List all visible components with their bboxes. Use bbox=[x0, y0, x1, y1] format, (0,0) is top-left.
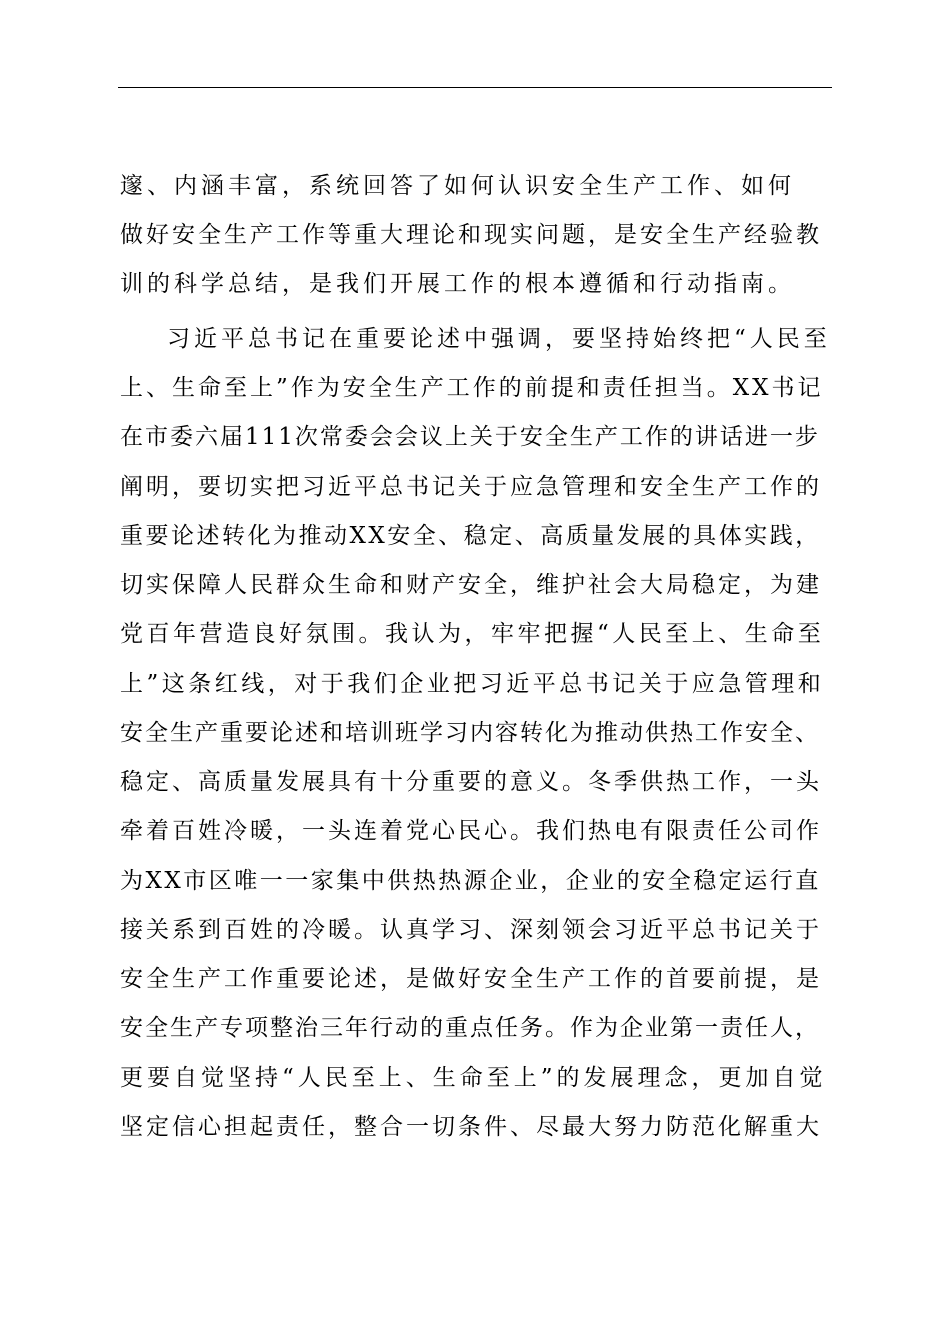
text-line: 训的科学总结，是我们开展工作的根本遵循和行动指南。 bbox=[120, 271, 795, 297]
text-line: 切实保障人民群众生命和财产安全，维护社会大局稳定，为建 bbox=[120, 572, 822, 598]
text-line: 更要自觉坚持“人民至上、生命至上”的发展理念，更加自觉 bbox=[120, 1065, 827, 1091]
text-line: 重要论述转化为推动XX安全、稳定、高质量发展的具体实践， bbox=[120, 523, 821, 549]
text-line: 上、生命至上”作为安全生产工作的前提和责任担当。XX书记 bbox=[120, 375, 824, 401]
text-line: 安全生产工作重要论述，是做好安全生产工作的首要前提，是 bbox=[120, 966, 822, 992]
text-line: 安全生产重要论述和培训班学习内容转化为推动供热工作安全、 bbox=[120, 720, 820, 746]
text-line: 坚定信心担起责任，整合一切条件、尽最大努力防范化解重大 bbox=[120, 1114, 822, 1140]
text-line: 做好安全生产工作等重大理论和现实问题，是安全生产经验教 bbox=[120, 222, 822, 248]
text-line: 安全生产专项整治三年行动的重点任务。作为企业第一责任人， bbox=[120, 1015, 820, 1041]
text-line: 稳定、高质量发展具有十分重要的意义。冬季供热工作，一头 bbox=[120, 769, 822, 795]
text-line: 上”这条红线，对于我们企业把习近平总书记关于应急管理和 bbox=[120, 671, 825, 697]
text-line: 在市委六届111次常委会会议上关于安全生产工作的讲话进一步 bbox=[120, 424, 820, 450]
text-line: 为XX市区唯一一家集中供热热源企业，企业的安全稳定运行直 bbox=[120, 868, 821, 894]
text-line: 邃、内涵丰富，系统回答了如何认识安全生产工作、如何 bbox=[120, 173, 795, 199]
text-line: 党百年营造良好氛围。我认为，牢牢把握“人民至上、生命至 bbox=[120, 621, 825, 647]
text-line: 阐明，要切实把习近平总书记关于应急管理和安全生产工作的 bbox=[120, 474, 822, 500]
text-line: 牵着百姓冷暖，一头连着党心民心。我们热电有限责任公司作 bbox=[120, 818, 822, 844]
header-rule bbox=[118, 87, 832, 88]
text-line: 习近平总书记在重要论述中强调，要坚持始终把“人民至 bbox=[167, 326, 831, 352]
text-line: 接关系到百姓的冷暖。认真学习、深刻领会习近平总书记关于 bbox=[120, 917, 822, 943]
